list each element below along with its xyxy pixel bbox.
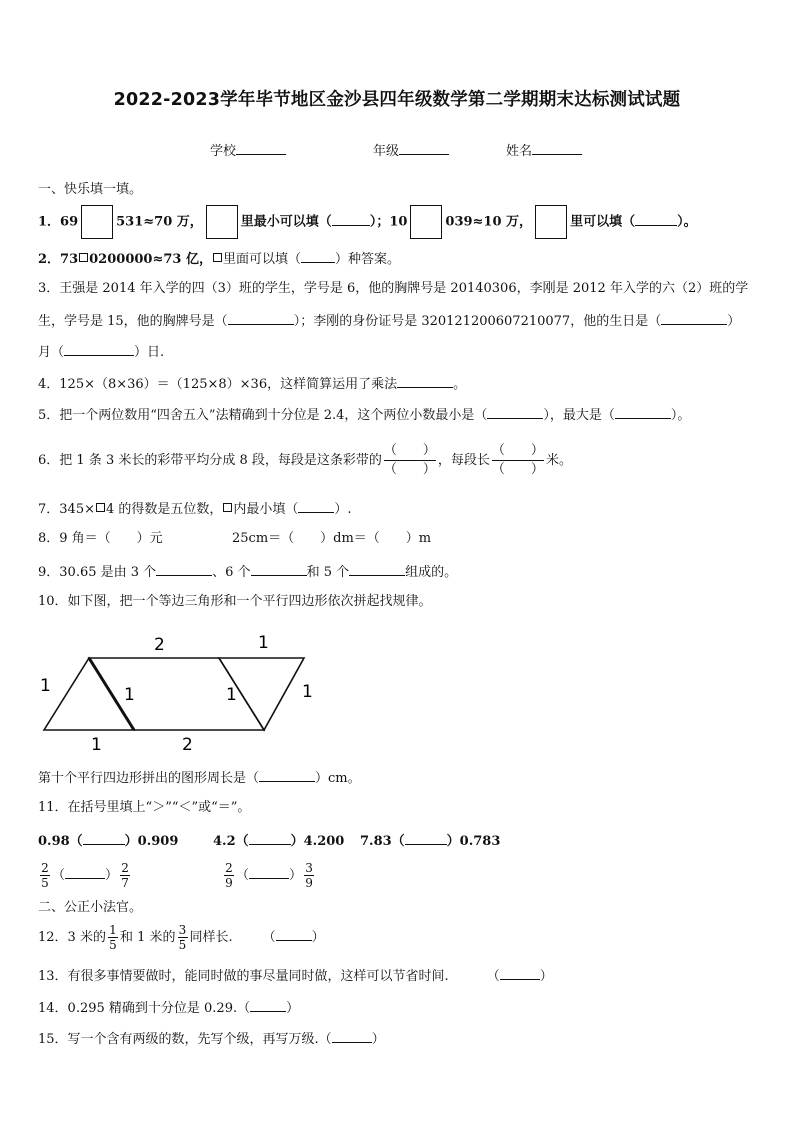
compare-text: ）0.783 bbox=[446, 834, 501, 849]
q7-text-d: ）. bbox=[334, 502, 352, 517]
q3-text-b: ）；李刚的身份证号是 320121200607210077，他的生日是（ bbox=[293, 314, 662, 329]
answer-blank[interactable] bbox=[259, 769, 315, 782]
q2-text-b: 0200000≈73 亿， bbox=[89, 252, 212, 267]
fraction bbox=[108, 923, 118, 952]
grade-label: 年级 bbox=[373, 144, 400, 159]
q5-text-b: ），最大是（ bbox=[543, 408, 615, 423]
answer-blank[interactable] bbox=[615, 406, 671, 419]
fraction bbox=[224, 861, 234, 890]
q1-text-a: 1．69 bbox=[38, 214, 79, 230]
compare-text: 4.2（ bbox=[213, 834, 249, 849]
question-3-line-2 bbox=[38, 312, 740, 330]
triangle-left bbox=[44, 658, 134, 730]
q3-text-e: ）日. bbox=[134, 345, 165, 360]
section-2-heading: 二、公正小法官。 bbox=[38, 900, 143, 915]
answer-blank[interactable] bbox=[301, 250, 335, 263]
q12-text-b: 和 1 米的 bbox=[119, 930, 176, 945]
square-placeholder bbox=[213, 253, 222, 262]
q10-text-b: ）cm。 bbox=[315, 771, 361, 786]
grade-blank[interactable] bbox=[399, 142, 449, 155]
question-15 bbox=[38, 1030, 385, 1048]
figure-label: 1 bbox=[124, 685, 135, 705]
compare-text: ）4.200 bbox=[290, 834, 345, 849]
denominator-paren: （ ） bbox=[491, 462, 544, 477]
answer-blank[interactable] bbox=[83, 832, 125, 845]
answer-box[interactable] bbox=[206, 205, 238, 239]
paren-left: （ bbox=[486, 969, 500, 984]
fraction bbox=[40, 861, 50, 890]
school-blank[interactable] bbox=[236, 142, 286, 155]
question-13 bbox=[38, 967, 553, 985]
answer-blank[interactable] bbox=[405, 832, 447, 845]
compare-5 bbox=[222, 856, 316, 896]
denominator: 9 bbox=[225, 876, 233, 890]
fraction bbox=[120, 861, 130, 890]
q5-text-c: ）。 bbox=[670, 408, 691, 423]
q5-text-a: 5．把一个两位数用“四舍五入”法精确到十分位是 2.4，这个两位小数最小是（ bbox=[38, 408, 488, 423]
q6-text-c: 米。 bbox=[545, 453, 572, 468]
question-2 bbox=[38, 250, 400, 268]
q2-text-d: ）种答案。 bbox=[334, 252, 400, 267]
question-10-answer bbox=[38, 769, 361, 787]
paren-right: ） bbox=[286, 1001, 300, 1016]
q1-text-g: ）。 bbox=[677, 214, 697, 230]
q1-text-f: 里可以填（ bbox=[570, 214, 636, 230]
q1-text-b: 531≈70 万， bbox=[116, 214, 203, 230]
paren-right: ） bbox=[539, 969, 553, 984]
compare-2 bbox=[213, 832, 344, 850]
denominator: 5 bbox=[41, 876, 49, 890]
numerator: 2 bbox=[121, 861, 129, 875]
figure-label: 1 bbox=[40, 676, 51, 696]
answer-blank[interactable] bbox=[332, 213, 370, 226]
figure-label: 2 bbox=[182, 735, 193, 755]
q9-text-b: 、6 个 bbox=[212, 565, 251, 580]
answer-blank[interactable] bbox=[487, 406, 543, 419]
question-3-line-1: 3．王强是 2014 年入学的四（3）班的学生，学号是 6，他的胸牌号是 20140306，李刚是 2012 年入学的六（2）班的学 bbox=[38, 281, 749, 296]
question-5 bbox=[38, 406, 690, 424]
question-1 bbox=[38, 205, 697, 239]
compare-text: 0.98（ bbox=[38, 834, 83, 849]
name-blank[interactable] bbox=[532, 142, 582, 155]
paren-right: ） bbox=[289, 868, 303, 883]
numerator: 2 bbox=[225, 861, 233, 875]
square-placeholder bbox=[223, 503, 232, 512]
question-12 bbox=[38, 920, 325, 956]
denominator: 7 bbox=[121, 876, 129, 890]
q13-text: 13．有很多事情要做时，能同时做的事尽量同时做，这样可以节省时间. bbox=[38, 969, 449, 984]
q6-text-b: ，每段长 bbox=[437, 453, 490, 468]
q3-text-d: 月（ bbox=[38, 345, 65, 360]
q4-text-a: 4．125×（8×36）＝（125×8）×36，这样简算运用了乘法 bbox=[38, 377, 398, 392]
q1-text-d: ）；10 bbox=[369, 214, 408, 230]
answer-blank[interactable] bbox=[500, 967, 540, 980]
paren-left: （ bbox=[236, 868, 250, 883]
compare-4 bbox=[38, 856, 132, 896]
answer-blank[interactable] bbox=[276, 928, 312, 941]
answer-blank[interactable] bbox=[397, 375, 453, 388]
answer-blank[interactable] bbox=[349, 563, 405, 576]
paren-right: ） bbox=[311, 930, 325, 945]
q1-text-c: 里最小可以填（ bbox=[240, 214, 332, 230]
answer-blank[interactable] bbox=[661, 312, 727, 325]
fraction-answer[interactable] bbox=[492, 442, 544, 479]
name-field bbox=[506, 142, 582, 160]
paren-left: （ bbox=[52, 868, 66, 883]
numerator: 2 bbox=[41, 861, 49, 875]
q2-text-a: 2．73 bbox=[38, 252, 79, 267]
school-label: 学校 bbox=[210, 144, 237, 159]
q7-text-c: 内最小填（ bbox=[233, 502, 299, 517]
q9-text-c: 和 5 个 bbox=[306, 565, 350, 580]
answer-blank[interactable] bbox=[332, 1030, 372, 1043]
q9-text-a: 9．30.65 是由 3 个 bbox=[38, 565, 157, 580]
paren-left: （ bbox=[262, 930, 276, 945]
question-10: 10．如下图，把一个等边三角形和一个平行四边形依次拼起找规律。 bbox=[38, 594, 432, 609]
numerator: 3 bbox=[178, 923, 187, 937]
answer-blank[interactable] bbox=[65, 866, 105, 879]
compare-text: ）0.909 bbox=[124, 834, 179, 849]
answer-blank[interactable] bbox=[228, 312, 294, 325]
answer-blank[interactable] bbox=[635, 213, 677, 226]
question-3-line-3 bbox=[38, 343, 164, 361]
fraction bbox=[304, 861, 314, 890]
triangle-parallelogram-figure bbox=[30, 625, 330, 760]
q2-text-c: 里面可以填（ bbox=[222, 252, 301, 267]
compare-3 bbox=[360, 832, 500, 850]
denominator: 9 bbox=[305, 876, 313, 890]
question-14 bbox=[38, 999, 299, 1017]
q10-text-a: 第十个平行四边形拼出的图形周长是（ bbox=[38, 771, 260, 786]
figure-label: 1 bbox=[258, 633, 269, 653]
paren-right: ） bbox=[371, 1032, 385, 1047]
q3-text-c: ） bbox=[727, 314, 741, 329]
question-8-a: 8．9 角＝（ ）元 bbox=[38, 531, 163, 546]
fraction-answer[interactable] bbox=[384, 442, 436, 479]
answer-blank[interactable] bbox=[64, 343, 134, 356]
parallelogram bbox=[89, 658, 264, 730]
square-placeholder bbox=[79, 253, 88, 262]
q1-text-e: 039≈10 万， bbox=[445, 214, 533, 230]
grade-field bbox=[373, 142, 449, 160]
name-label: 姓名 bbox=[506, 144, 533, 159]
question-8-b: 25cm＝（ ）dm＝（ ）m bbox=[232, 531, 432, 546]
answer-box[interactable] bbox=[81, 205, 113, 239]
figure-label: 2 bbox=[154, 635, 165, 655]
compare-text: 7.83（ bbox=[360, 834, 405, 849]
paren-right: ） bbox=[105, 868, 119, 883]
denominator-paren: （ ） bbox=[383, 462, 436, 477]
answer-blank[interactable] bbox=[249, 832, 291, 845]
figure-label: 1 bbox=[302, 682, 313, 702]
q3-text-a: 生，学号是 15，他的胸牌号是（ bbox=[38, 314, 228, 329]
answer-blank[interactable] bbox=[156, 563, 212, 576]
fraction bbox=[178, 923, 188, 952]
answer-box[interactable] bbox=[410, 205, 442, 239]
figure-label: 1 bbox=[91, 735, 102, 755]
answer-blank[interactable] bbox=[249, 866, 289, 879]
section-1-heading: 一、快乐填一填。 bbox=[38, 182, 143, 197]
question-7 bbox=[38, 500, 352, 518]
q6-text-a: 6．把 1 条 3 米长的彩带平均分成 8 段，每段是这条彩带的 bbox=[38, 453, 382, 468]
numerator: 1 bbox=[109, 923, 117, 937]
answer-blank[interactable] bbox=[251, 563, 307, 576]
denominator: 5 bbox=[109, 938, 117, 952]
q12-text-c: 同样长. bbox=[189, 930, 233, 945]
q15-text: 15．写一个含有两级的数，先写个级，再写万级.（ bbox=[38, 1032, 332, 1047]
question-4 bbox=[38, 375, 466, 393]
figure-label: 1 bbox=[226, 685, 237, 705]
page-title: 2022-2023学年毕节地区金沙县四年级数学第二学期期末达标测试试题 bbox=[113, 90, 681, 110]
compare-1 bbox=[38, 832, 178, 850]
square-placeholder bbox=[96, 503, 105, 512]
answer-blank[interactable] bbox=[298, 500, 334, 513]
q9-text-d: 组成的。 bbox=[405, 565, 458, 580]
school-field bbox=[210, 142, 286, 160]
numerator-paren: （ ） bbox=[491, 443, 544, 458]
answer-box[interactable] bbox=[535, 205, 567, 239]
question-9 bbox=[38, 563, 457, 581]
answer-blank[interactable] bbox=[250, 999, 286, 1012]
numerator: 3 bbox=[305, 861, 313, 875]
numerator-paren: （ ） bbox=[383, 443, 436, 458]
q14-text: 14．0.295 精确到十分位是 0.29.（ bbox=[38, 1001, 251, 1016]
q12-text-a: 12．3 米的 bbox=[38, 930, 106, 945]
q7-text-a: 7．345× bbox=[38, 502, 95, 517]
q4-text-b: 。 bbox=[453, 377, 467, 392]
denominator: 5 bbox=[178, 938, 187, 952]
q7-text-b: 4 的得数是五位数， bbox=[105, 502, 223, 517]
question-6 bbox=[38, 438, 572, 484]
question-11: 11．在括号里填上“＞”“＜”或“＝”。 bbox=[38, 800, 251, 815]
